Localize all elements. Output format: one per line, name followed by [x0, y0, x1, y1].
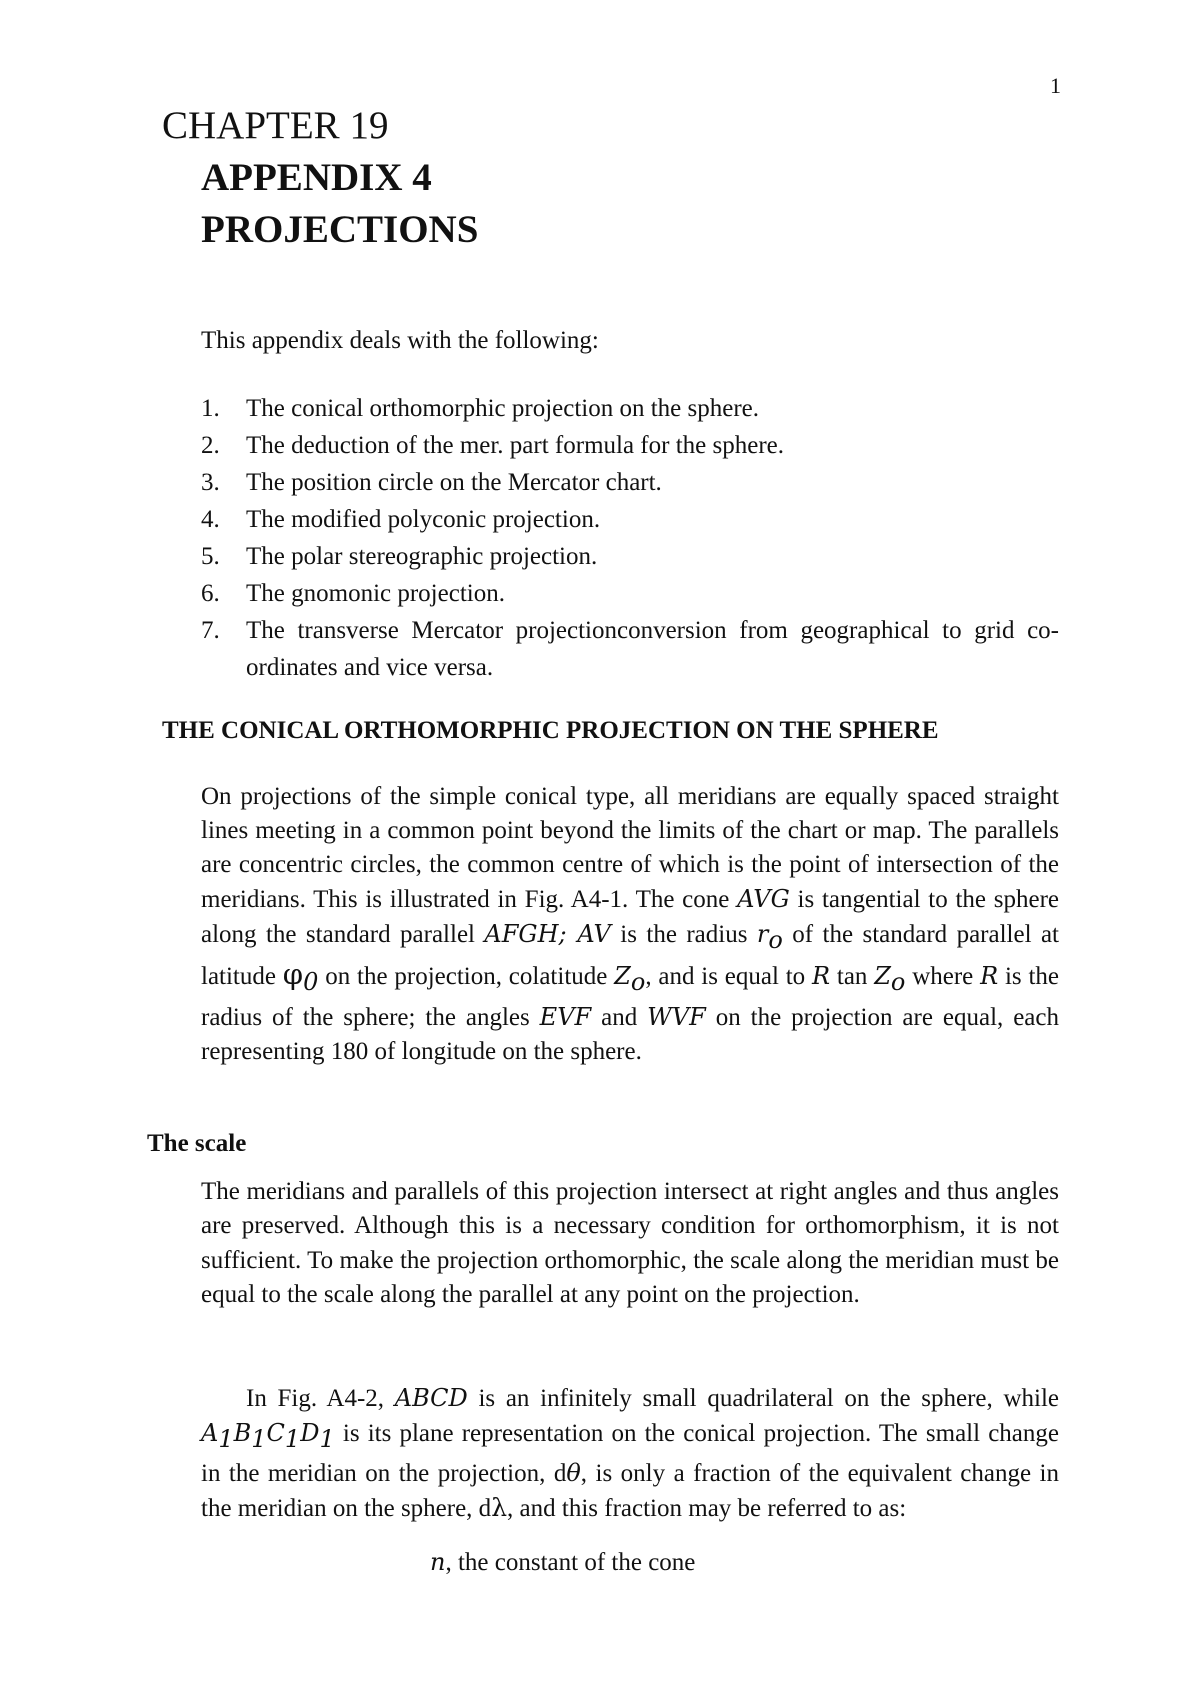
intro-text: This appendix deals with the following:	[201, 327, 599, 354]
list-item: 2. The deduction of the mer. part formula for the sphere.	[201, 432, 785, 459]
page-number: 1	[1050, 73, 1061, 98]
conical-paragraph: On projections of the simple conical type, all meridians are equally spaced straight lines meeting in a common point beyond the limits of the chart or map. The parallels are concentric circles, the common centre of which is the point of intersection of the meridians. This is illustrated in Fig. A4-1. The cone AVG is tangential to the sphere along the standard parallel AFGH; AV is the radius $r_o$ of the standard parallel at latitude $\varphi_0$ on the projection, colatitude $Z_o$, and is equal to R $\tan Z_o$ where R is the radius of the sphere; the angles EVF and WVF on the projection are equal, each representing 180 of longitude on the sphere.	[201, 783, 1059, 1065]
scale-heading: The scale	[147, 1130, 247, 1157]
section-title: PROJECTIONS	[201, 208, 479, 251]
list-item: 6. The gnomonic projection.	[201, 580, 505, 607]
scale-paragraph: The meridians and parallels of this projection intersect at right angles and thus angles are preserved. Although this is a necessary condition for orthomorphism, it is not sufficient. To make the projection orthomorphic, the scale along the meridian must be equal to the scale along the parallel at any point on the projection.	[201, 1178, 1059, 1308]
list-item: 4. The modified polyconic projection.	[201, 506, 601, 533]
quadrilateral-paragraph: In Fig. A4-2, ABCD is an infinitely small quadrilateral on the sphere, while $A_1B_1C_1D_1$ is its plane representation on the conical projection. The small change in the meridian on the projection, dθ, is only a fraction of the equivalent change in the meridian on the sphere, dλ, and this fraction may be referred to as:	[201, 1384, 1059, 1523]
chapter-title: CHAPTER 19	[162, 104, 389, 147]
list-item: 5. The polar stereographic projection.	[201, 543, 598, 570]
conical-section-heading: THE CONICAL ORTHOMORPHIC PROJECTION ON THE SPHERE	[162, 717, 939, 744]
list-item: 1. The conical orthomorphic projection on the sphere.	[201, 395, 760, 422]
cone-constant-formula: n, the constant of the cone	[430, 1548, 696, 1576]
list-item: 7. The transverse Mercator projectionconversion from geographical to grid co-ordinates and vice versa.	[201, 617, 1059, 681]
list-item: 3. The position circle on the Mercator chart.	[201, 469, 662, 496]
appendix-title: APPENDIX 4	[201, 156, 432, 199]
topic-list	[201, 390, 1059, 686]
